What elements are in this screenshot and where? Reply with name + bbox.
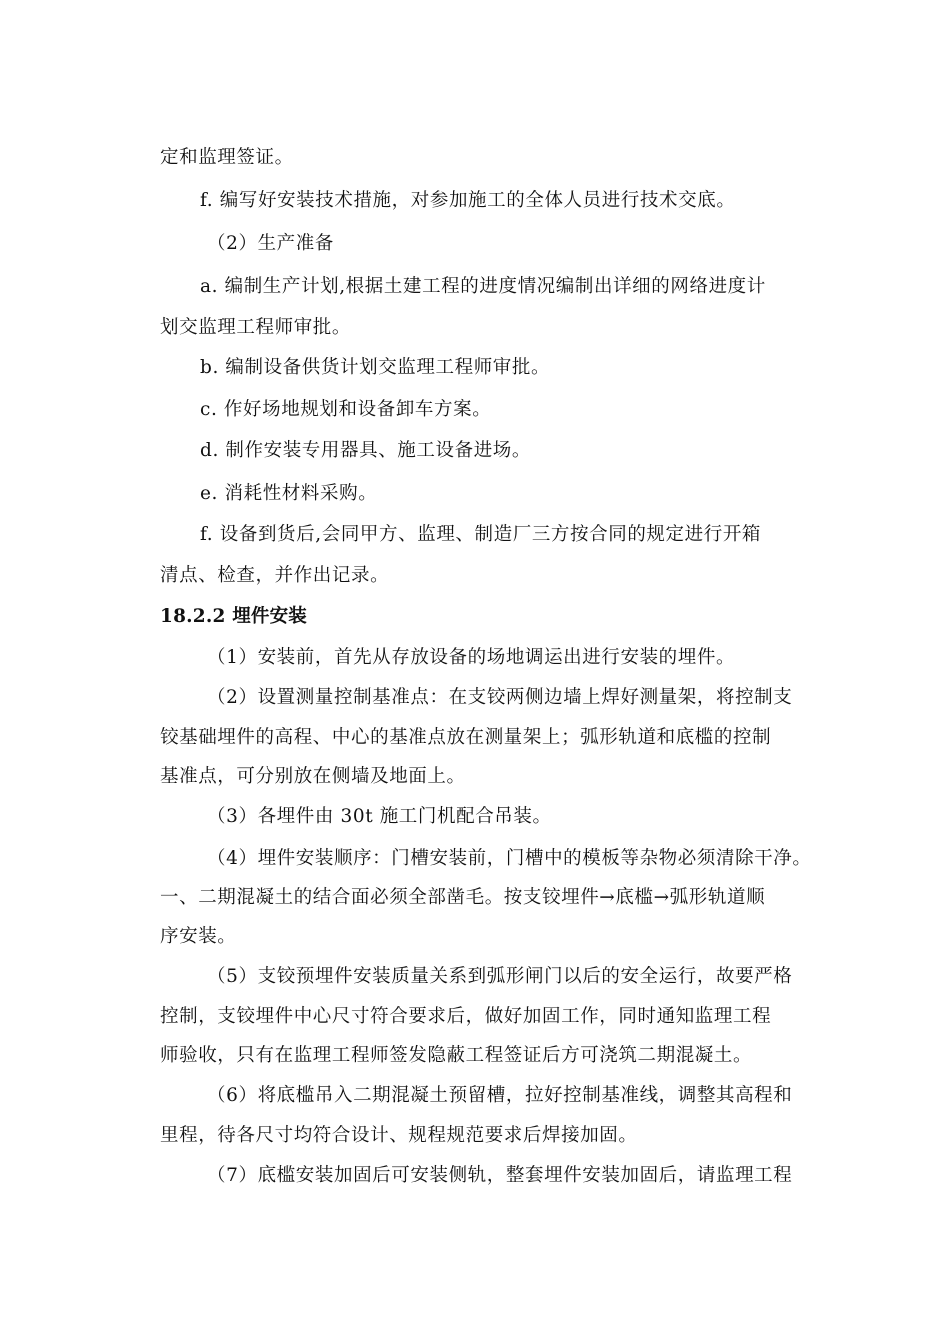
text-line: （7）底槛安装加固后可安装侧轨，整套埋件安装加固后，请监理工程: [207, 1165, 793, 1186]
text-line: 铰基础埋件的高程、中心的基准点放在测量架上；弧形轨道和底槛的控制: [160, 727, 772, 748]
text-line: e. 消耗性材料采购。: [200, 483, 378, 504]
text-line: 定和监理签证。: [160, 147, 294, 168]
text-line: 基准点，可分别放在侧墙及地面上。: [160, 766, 466, 787]
text-line: （6）将底槛吊入二期混凝土预留槽，拉好控制基准线，调整其高程和: [207, 1085, 793, 1106]
text-line: （2）生产准备: [207, 233, 334, 254]
text-line: d. 制作安装专用器具、施工设备进场。: [200, 440, 532, 461]
text-line: （2）设置测量控制基准点：在支铰两侧边墙上焊好测量架，将控制支: [207, 687, 793, 708]
text-line: 里程，待各尺寸均符合设计、规程规范要求后焊接加固。: [160, 1125, 638, 1146]
text-line: b. 编制设备供货计划交监理工程师审批。: [200, 357, 551, 378]
text-line: 师验收，只有在监理工程师签发隐蔽工程签证后方可浇筑二期混凝土。: [160, 1045, 753, 1066]
text-line: f. 编写好安装技术措施，对参加施工的全体人员进行技术交底。: [200, 190, 736, 211]
text-line: c. 作好场地规划和设备卸车方案。: [200, 399, 492, 420]
text-line: a. 编制生产计划,根据土建工程的进度情况编制出详细的网络进度计: [200, 276, 766, 297]
text-line: 序安装。: [160, 926, 237, 947]
text-line: 划交监理工程师审批。: [160, 317, 352, 338]
text-line: 一、二期混凝土的结合面必须全部凿毛。按支铰埋件→底槛→弧形轨道顺: [160, 887, 766, 908]
text-line: （3）各埋件由 30t 施工门机配合吊装。: [207, 806, 552, 827]
section-heading: 18.2.2 埋件安装: [160, 606, 308, 627]
text-line: （4）埋件安装顺序：门槽安装前，门槽中的模板等杂物必须清除干净。: [207, 848, 812, 869]
text-line: 控制，支铰埋件中心尺寸符合要求后，做好加固工作，同时通知监理工程: [160, 1006, 772, 1027]
text-line: （1）安装前，首先从存放设备的场地调运出进行安装的埋件。: [207, 647, 736, 668]
text-line: （5）支铰预埋件安装质量关系到弧形闸门以后的安全运行，故要严格: [207, 966, 793, 987]
text-line: 清点、检查，并作出记录。: [160, 565, 390, 586]
text-line: f. 设备到货后,会同甲方、监理、制造厂三方按合同的规定进行开箱: [200, 524, 762, 545]
